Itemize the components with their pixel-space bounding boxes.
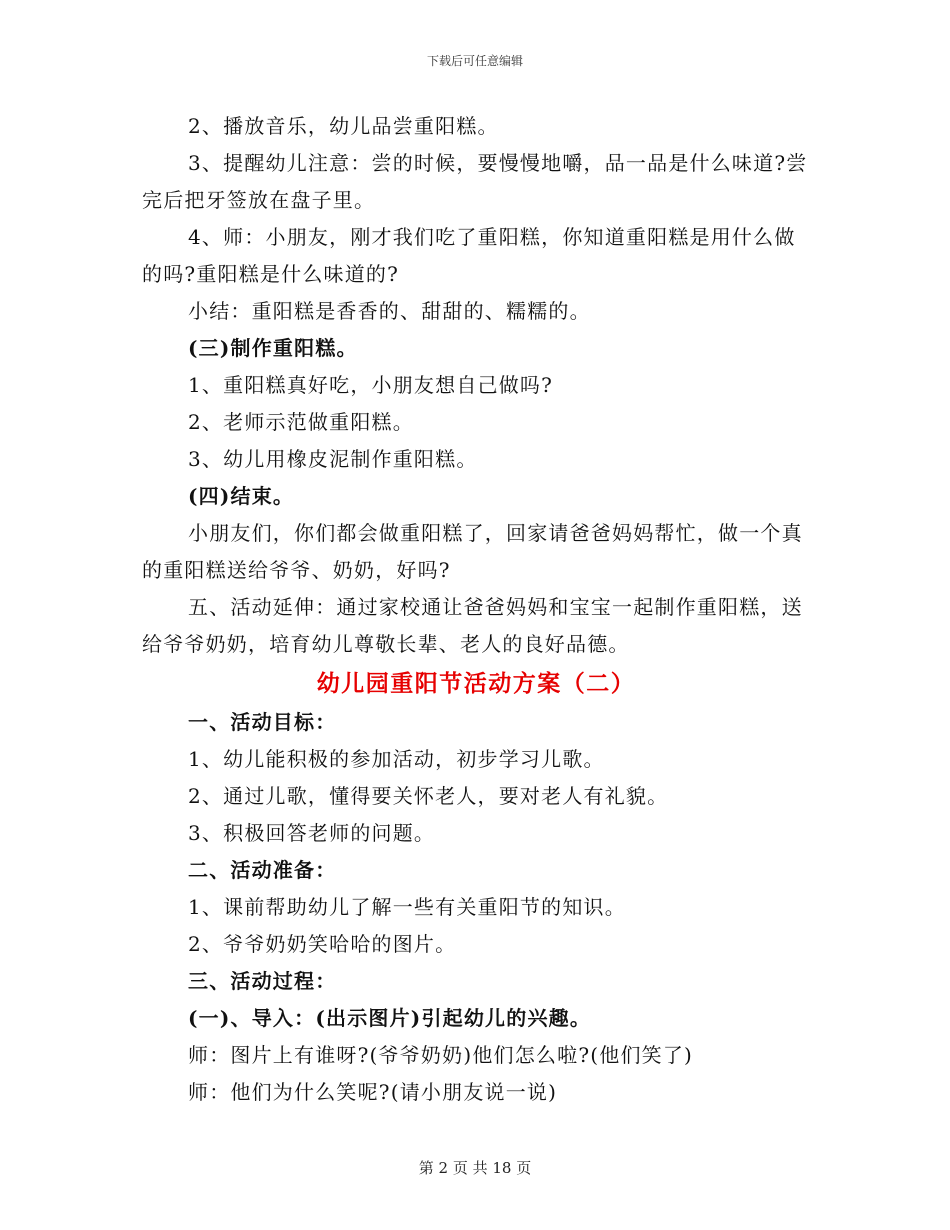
paragraph: 3、积极回答老师的问题。 (188, 821, 436, 845)
paragraph: 1、课前帮助幼儿了解一些有关重阳节的知识。 (188, 895, 626, 919)
paragraph: 五、活动延伸：通过家校通让爸爸妈妈和宝宝一起制作重阳糕，送给爷爷奶奶，培育幼儿尊敬长辈、老人的良好品德。 (142, 595, 803, 656)
document-title: 幼儿园重阳节活动方案（二） (316, 670, 636, 697)
paragraph: 3、幼儿用橡皮泥制作重阳糕。 (188, 447, 478, 471)
section-heading: 一、活动目标： (188, 710, 337, 734)
paragraph: 师：图片上有谁呀?(爷爷奶奶)他们怎么啦?(他们笑了) (188, 1043, 694, 1067)
paragraph: 3、提醒幼儿注意：尝的时候，要慢慢地嚼，品一品是什么味道?尝完后把牙签放在盘子里。 (142, 151, 808, 212)
paragraph: 2、老师示范做重阳糕。 (188, 410, 414, 434)
paragraph: 师：他们为什么笑呢?(请小朋友说一说) (188, 1080, 558, 1104)
page-header-note: 下载后可任意编辑 (426, 54, 523, 68)
paragraph: 4、师：小朋友，刚才我们吃了重阳糕，你知道重阳糕是用什么做的吗?重阳糕是什么味道的? (142, 225, 796, 286)
section-heading: 三、活动过程： (188, 969, 337, 993)
paragraph: 2、播放音乐，幼儿品尝重阳糕。 (188, 114, 499, 138)
paragraph: 小朋友们，你们都会做重阳糕了，回家请爸爸妈妈帮忙，做一个真的重阳糕送给爷爷、奶奶，好吗? (142, 521, 803, 582)
document-body (142, 108, 810, 1111)
paragraph: 1、幼儿能积极的参加活动，初步学习儿歌。 (188, 747, 605, 771)
section-heading: (三)制作重阳糕。 (188, 336, 358, 360)
section-heading: (一)、导入：(出示图片)引起幼儿的兴趣。 (188, 1006, 592, 1030)
paragraph: 2、爷爷奶奶笑哈哈的图片。 (188, 932, 457, 956)
page-number: 第 2 页 共 18 页 (418, 1159, 532, 1177)
paragraph: 小结：重阳糕是香香的、甜甜的、糯糯的。 (188, 299, 591, 323)
section-heading: (四)结束。 (188, 484, 295, 508)
paragraph: 2、通过儿歌，懂得要关怀老人，要对老人有礼貌。 (188, 784, 669, 808)
section-heading: 二、活动准备： (188, 858, 337, 882)
paragraph: 1、重阳糕真好吃，小朋友想自己做吗? (188, 373, 554, 397)
